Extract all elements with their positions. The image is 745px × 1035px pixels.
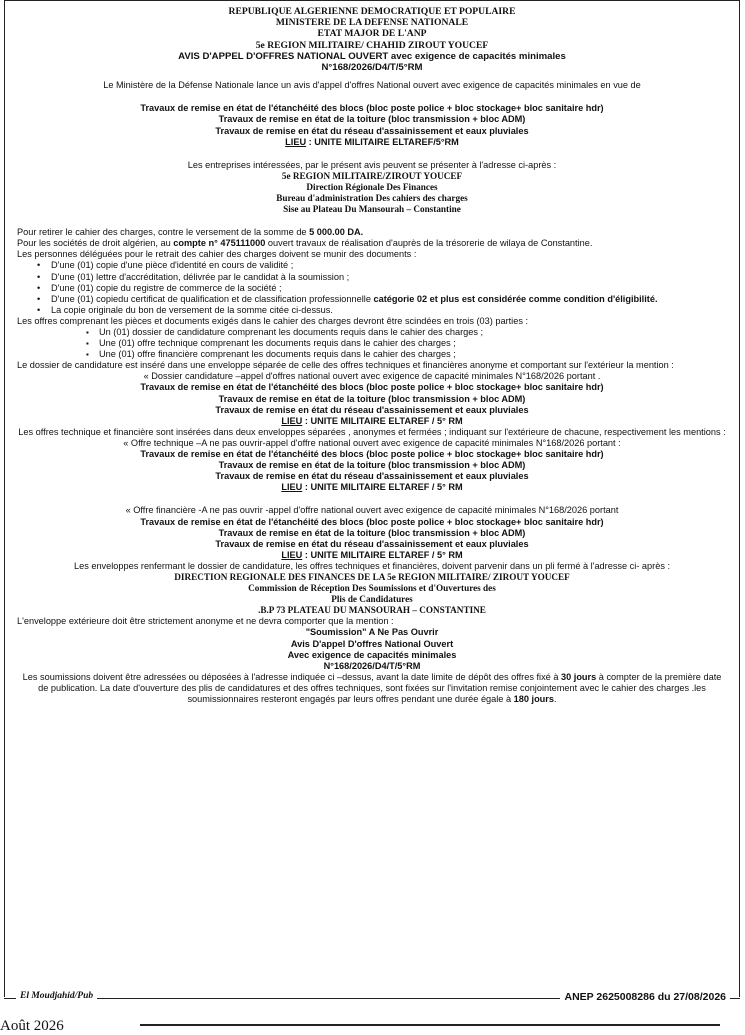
list-item: ▪ Un (01) dossier de candidature comprenant les documents requis dans le cahier des charges ; (99, 327, 739, 338)
page-date-fragment: Août 2026 (0, 1018, 64, 1034)
final-text-1: Les soumissions doivent être adressées ou déposées à l'adresse indiquée ci –dessus, avant la date limite de dépôt des offres fixé à (22, 671, 561, 682)
list-item: ▪ Une (01) offre technique comprenant les documents requis dans le cahier des charges ; (99, 338, 739, 349)
account-text: Pour les sociétés de droit algérien, au (17, 238, 174, 249)
final-text-3: . (553, 694, 557, 704)
work-item-3: Travaux de remise en état du réseau d'assainissement et eaux pluviales (215, 404, 529, 415)
page-bottom-rule (140, 1024, 720, 1026)
envelope-mention-3: Avec exigence de capacités minimales (287, 649, 457, 660)
work-item-2: Travaux de remise en état de la toiture (bloc transmission + bloc ADM) (218, 393, 526, 404)
list-item: ▪ Une (01) offre financière comprenant les documents requis dans le cahier des charges ; (99, 349, 739, 360)
account-number: compte n° 475111000 (173, 238, 266, 249)
work-item-1: Travaux de remise en état de l'étanchéité des blocs (bloc poste police + bloc stockage+ bloc sanitaire hdr) (140, 382, 604, 393)
list-item: • D'une (01) lettre d'accréditation, délivrée par le candidat à la soumission ; (51, 272, 739, 283)
envelope-mention-2: Avis D'appel D'offres National Ouvert (290, 638, 454, 649)
location-line (17, 137, 727, 148)
list-item: • D'une (01) copie du registre de commerce de la société ; (51, 283, 739, 294)
dossier-text: Le dossier de candidature est inséré dans une enveloppe séparée de celle des offres techniques et financières anonyme et comportant sur l'extérieur la mention : (17, 360, 674, 371)
publisher-credit: El Moudjahid/Pub (16, 991, 97, 1001)
location-value: : UNITE MILITAIRE ELTAREF / 5° RM (302, 482, 463, 493)
delivery-text: Les enveloppes renfermant le dossier de candidature, les offres techniques et financières, doivent parvenir dans un pli fermé à l'adresse ci- après : (73, 560, 671, 571)
tech-mention: « Offre technique –A ne pas ouvrir-appel d'offre national ouvert avec exigence de capacité minimales N°168/2026 portant : (123, 437, 621, 448)
header-line-2: MINISTERE DE LA DEFENSE NATIONALE (275, 17, 469, 29)
work-item-3: Travaux de remise en état du réseau d'assainissement et eaux pluviales (215, 538, 529, 549)
deadline-days: 30 jours (561, 671, 597, 682)
location-label: LIEU (285, 136, 307, 147)
location-label: LIEU (281, 482, 303, 493)
location-value: : UNITE MILITAIRE ELTAREF / 5° RM (302, 415, 463, 426)
envelope-text: L'enveloppe extérieure doit être strictement anonyme et ne devra comporter que la mention : (17, 616, 394, 627)
list-item: • La copie originale du bon de versement de la somme citée ci-dessus. (51, 305, 739, 316)
envelope-mention-1: "Soumission" A Ne Pas Ouvrir (305, 627, 439, 638)
tech-fin-text: Les offres technique et financière sont insérées dans deux enveloppes séparées , anonymes et fermées ; indiquant sur l'extérieure de chacune, respectivement les mentions : (18, 426, 726, 437)
intro-text: Le Ministère de la Défense Nationale lance un avis d'appel d'offres National ouvert avec exigence de capacités minimales en vue de (103, 80, 641, 91)
work-item-1: Travaux de remise en état de l'étanchéité des blocs (bloc poste police + bloc stockage+ bloc sanitaire hdr) (140, 103, 604, 114)
validity-days: 180 jours (513, 694, 554, 704)
location-line (17, 550, 727, 561)
list-item: • D'une (01) copie d'une pièce d'identité en cours de validité ; (51, 260, 739, 271)
offer-parts-list (5, 327, 739, 360)
notice-footer (4, 990, 740, 1006)
location-label: LIEU (281, 549, 303, 560)
location-line (17, 482, 727, 493)
delivery-address-4: .B.P 73 PLATEAU DU MANSOURAH – CONSTANTINE (258, 605, 486, 616)
header-line-4: 5e REGION MILITAIRE/ CHAHID ZIROUT YOUCEF (255, 39, 489, 51)
address-intro: Les entreprises intéressées, par le présent avis peuvent se présenter à l'adresse ci-après : (187, 159, 557, 170)
work-item-1: Travaux de remise en état de l'étanchéité des blocs (bloc poste police + bloc stockage+ bloc sanitaire hdr) (140, 516, 604, 527)
documents-list (5, 260, 739, 315)
account-text-2: ouvert travaux de réalisation d'auprès de la trésorerie de wilaya de Constantine. (265, 238, 593, 249)
notice-header (5, 6, 739, 73)
address-line-1: 5e REGION MILITAIRE/ZIROUT YOUCEF (281, 170, 463, 181)
delivery-address-1: DIRECTION REGIONALE DES FINANCES DE LA 5e REGION MILITAIRE/ ZIROUT YOUCEF (174, 571, 570, 582)
doc4-text: D'une (01) copiedu certificat de qualification et de classification professionnelle (51, 293, 374, 304)
payment-text: Pour retirer le cahier des charges, contre le versement de la somme de (17, 227, 310, 238)
header-line-3: ETAT MAJOR DE L'ANP (317, 28, 427, 40)
work-item-2: Travaux de remise en état de la toiture (bloc transmission + bloc ADM) (218, 527, 526, 538)
notice-frame (4, 0, 740, 997)
header-line-1: REPUBLIQUE ALGERIENNE DEMOCRATIQUE ET POPULAIRE (228, 6, 516, 17)
location-value: : UNITE MILITAIRE ELTAREF / 5° RM (302, 549, 463, 560)
payment-line-2 (17, 238, 727, 249)
dossier-mention: « Dossier candidature –appel d'offres national ouvert avec exigence de capacité minimales N°168/2026 portant . (143, 371, 601, 382)
location-value: : UNITE MILITAIRE ELTAREF/5°RM (306, 136, 459, 147)
work-item-2: Travaux de remise en état de la toiture (bloc transmission + bloc ADM) (218, 460, 526, 471)
fin-mention: « Offre financière -A ne pas ouvrir -appel d'offre national ouvert avec exigence de capacité minimales N°168/2026 portant (125, 505, 619, 516)
address-line-4: Sise au Plateau Du Mansourah – Constantine (283, 204, 461, 215)
work-item-3: Travaux de remise en état du réseau d'assainissement et eaux pluviales (215, 471, 529, 482)
offers-intro: Les offres comprenant les pièces et documents exigés dans le cahier des charges devront être scindées en trois (03) parties : (17, 315, 529, 326)
payment-amount: 5 000.00 DA. (309, 227, 364, 238)
work-item-2: Travaux de remise en état de la toiture (bloc transmission + bloc ADM) (218, 114, 526, 125)
address-line-3: Bureau d'administration Des cahiers des charges (276, 192, 468, 203)
delegates-text: Les personnes déléguées pour le retrait des cahier des charges doivent se munir des documents : (17, 249, 417, 260)
delivery-address-2: Commission de Réception Des Soumissions et d'Ouvertures des (248, 583, 496, 594)
anep-reference: ANEP 2625008286 du 27/08/2026 (560, 991, 730, 1003)
address-line-2: Direction Régionale Des Finances (306, 181, 438, 192)
envelope-mention-4: N°168/2026/D4/T/5°RM (323, 660, 421, 671)
work-item-3: Travaux de remise en état du réseau d'assainissement et eaux pluviales (215, 125, 529, 136)
list-item (51, 294, 739, 305)
final-paragraph (17, 672, 727, 705)
payment-line-1 (17, 227, 727, 238)
final-text-2: à compter de la première date de publication. La date d'ouverture des plis de candidatures et des offres techniques, sont fixées sur l'invitation remise conjointement avec le cahier des charges .les soumissionnaires resteront engagés par leurs offres pendant une durée égale à (38, 671, 722, 704)
notice-title: AVIS D'APPEL D'OFFRES NATIONAL OUVERT avec exigence de capacités minimales (178, 50, 566, 62)
location-label: LIEU (281, 415, 303, 426)
location-line (17, 416, 727, 427)
delivery-address-3: Plis de Candidatures (331, 594, 413, 605)
work-item-1: Travaux de remise en état de l'étanchéité des blocs (bloc poste police + bloc stockage+ bloc sanitaire hdr) (140, 449, 604, 460)
notice-number: N°168/2026/D4/T/5°RM (321, 62, 423, 74)
doc4-bold: catégorie 02 et plus est considérée comme condition d'éligibilité. (373, 293, 658, 304)
